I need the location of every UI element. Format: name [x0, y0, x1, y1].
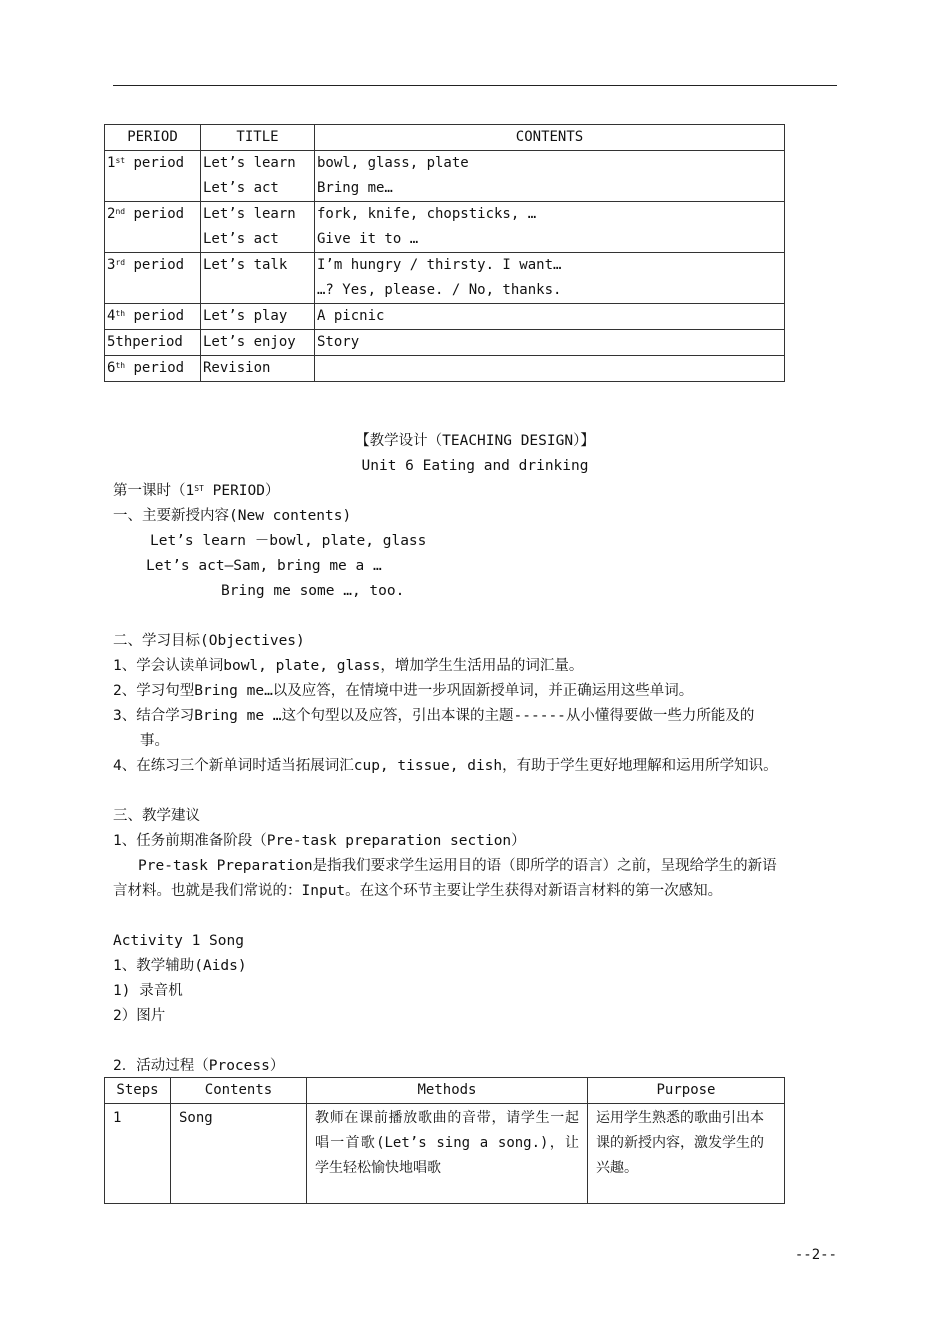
contents-cell	[315, 330, 785, 356]
period-cell: 5thperiod	[105, 330, 201, 356]
header-rule	[113, 85, 837, 86]
table-row	[105, 151, 785, 202]
contents-cell	[315, 253, 785, 304]
contents-line: I’m hungry / thirsty. I want…	[317, 257, 562, 273]
period-cell: 1st period	[105, 151, 201, 202]
section-objectives-title: 二、学习目标(Objectives)	[113, 633, 305, 649]
unit-title: Unit 6 Eating and drinking	[361, 458, 589, 474]
methods-cell: 教师在课前播放歌曲的音带，请学生一起唱一首歌(Let’s sing a song.)，让学生轻松愉快地唱歌	[307, 1104, 588, 1204]
process-table	[104, 1077, 785, 1204]
period-cell: 6th period	[105, 356, 201, 382]
pre-task-paragraph: Pre-task Preparation是指我们要求学生运用目的语（即所学的语言）之前，呈现给学生的新语	[138, 858, 777, 874]
content-cell: Song	[171, 1104, 307, 1204]
period-table	[104, 124, 785, 382]
purpose-cell: 运用学生熟悉的歌曲引出本课的新授内容，激发学生的兴趣。	[588, 1104, 785, 1204]
contents-line: …? Yes, please. / No, thanks.	[317, 282, 562, 298]
new-content-line: Bring me some …, too.	[221, 583, 405, 599]
step-cell: 1	[105, 1104, 171, 1204]
pre-task-title: 1、任务前期准备阶段（Pre-task preparation section）	[113, 833, 526, 849]
page-number: --2--	[794, 1247, 837, 1263]
title-line: Let’s learn	[203, 155, 296, 171]
contents-line: Give it to …	[317, 231, 419, 247]
title-line: Let’s act	[203, 231, 279, 247]
title-cell	[201, 330, 315, 356]
activity-title: Activity 1 Song	[113, 933, 244, 949]
objective-item: 3、结合学习Bring me …这个句型以及应答，引出本课的主题------从小懂得要做一些力所能及的	[113, 708, 755, 724]
period-cell: 2nd period	[105, 202, 201, 253]
table-row	[105, 304, 785, 330]
period-table-header	[105, 125, 785, 151]
header-purpose: Purpose	[588, 1078, 785, 1104]
header-title: TITLE	[201, 125, 315, 151]
aids-title: 1、教学辅助(Aids)	[113, 958, 247, 974]
aid-item: 1) 录音机	[113, 983, 183, 999]
header-period: PERIOD	[105, 125, 201, 151]
contents-cell	[315, 151, 785, 202]
title-cell	[201, 356, 315, 382]
table-row	[105, 1104, 785, 1204]
contents-cell	[315, 304, 785, 330]
period-cell: 3rd period	[105, 253, 201, 304]
contents-line: fork, knife, chopsticks, …	[317, 206, 537, 222]
contents-line: Bring me…	[317, 180, 393, 196]
title-line: Let’s enjoy	[203, 334, 296, 350]
process-title: 2．活动过程（Process）	[113, 1058, 285, 1074]
title-line: Revision	[203, 360, 271, 376]
objective-item: 4、在练习三个新单词时适当拓展词汇cup, tissue, dish，有助于学生更好地理解和运用所学知识。	[113, 758, 778, 774]
objective-item-continued: 事。	[140, 733, 169, 749]
pre-task-paragraph-continued: 言材料。也就是我们常说的：Input。在这个环节主要让学生获得对新语言材料的第一次感知。	[113, 883, 723, 899]
process-table-header	[105, 1078, 785, 1104]
header-methods: Methods	[307, 1078, 588, 1104]
new-content-line: Let’s act—Sam, bring me a …	[146, 558, 382, 574]
table-row	[105, 356, 785, 382]
header-contents: CONTENTS	[315, 125, 785, 151]
title-line: Let’s play	[203, 308, 288, 324]
table-row	[105, 253, 785, 304]
new-content-line: Let’s learn －bowl, plate, glass	[150, 533, 427, 549]
title-cell	[201, 304, 315, 330]
header-steps: Steps	[105, 1078, 171, 1104]
title-line: Let’s talk	[203, 257, 288, 273]
section-new-contents-title: 一、主要新授内容(New contents)	[113, 508, 352, 524]
contents-cell	[315, 356, 785, 382]
title-cell	[201, 253, 315, 304]
title-line: Let’s learn	[203, 206, 296, 222]
contents-line: bowl, glass, plate	[317, 155, 469, 171]
objective-item: 2、学习句型Bring me…以及应答，在情境中进一步巩固新授单词，并正确运用这些单词。	[113, 683, 694, 699]
title-line: Let’s act	[203, 180, 279, 196]
header-contents: Contents	[171, 1078, 307, 1104]
contents-cell	[315, 202, 785, 253]
contents-line: Story	[317, 334, 360, 350]
period-cell: 4th period	[105, 304, 201, 330]
objective-item: 1、学会认读单词bowl, plate, glass，增加学生生活用品的词汇量。	[113, 658, 584, 674]
table-row	[105, 202, 785, 253]
lesson-title: 第一课时（1ST PERIOD）	[113, 483, 280, 499]
table-row	[105, 330, 785, 356]
section-suggestions-title: 三、教学建议	[113, 808, 200, 824]
design-heading: 【教学设计（TEACHING DESIGN）】	[355, 433, 595, 449]
title-cell	[201, 151, 315, 202]
title-cell	[201, 202, 315, 253]
aid-item: 2）图片	[113, 1008, 166, 1024]
contents-line: A picnic	[317, 308, 385, 324]
